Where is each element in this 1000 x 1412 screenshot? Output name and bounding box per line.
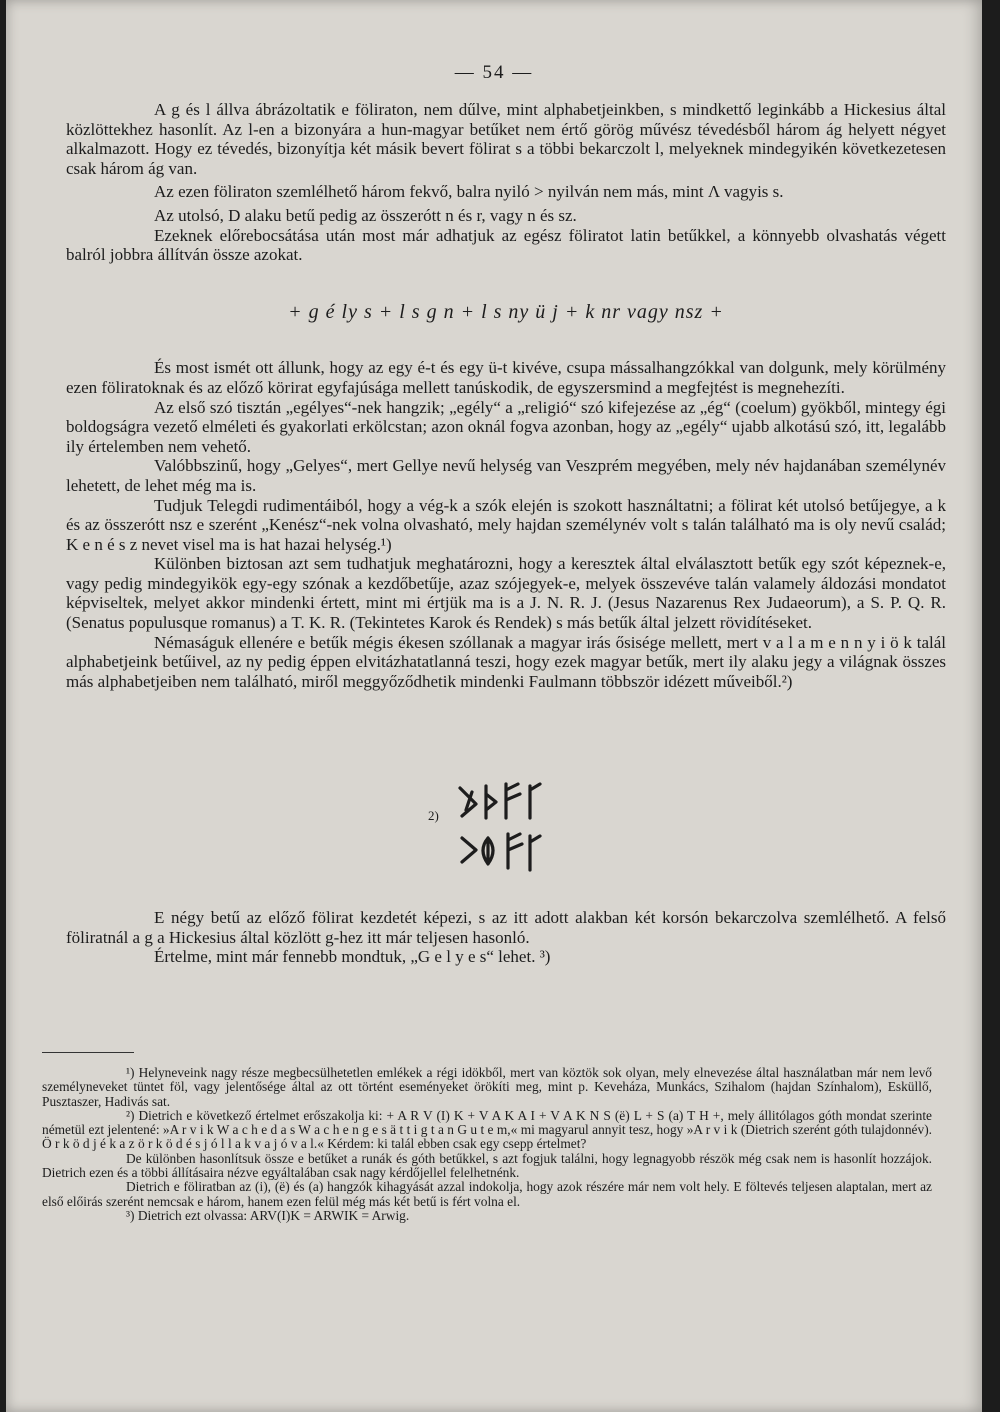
footnote-2-cont: De különben hasonlítsuk össze e betűket a runák és góth betűkkel, s azt fogjuk találni, hogy legnagyobb részök még csak nem is hasonlít hozzájok. Dietrich ezen és a többi állításaira nézve egyáltalában csak nagy kérdőjellel felelhetnénk. [42,1150,932,1181]
footnote-1: ¹) Helyneveink nagy része megbecsülhetetlen emlékek a régi idökből, mert van köztök sok olyan, mely elnevezése által használatban már nem levő személyneveket tüntet föl, vagy jelentősége által az ott történt eseményeket örökíti meg, mint p. Keveháza, Munkács, Szihalom (hajdan Színhalom), Esküllő, Pusztaszer, Hadivás sat. [42,1065,932,1109]
paragraph-7: Valóbbszinű, hogy „Gelyes“, mert Gellye nevű helység van Veszprém megyében, mely név hajdanában személynév lehetett, de lehet még ma is. [66,456,946,495]
paragraph-11: E négy betű az előző fölirat kezdetét képezi, s az itt adott alakban két korsón bekarczolva szemlélhető. A felső föliratnál a g a Hickesius által közlött g-hez itt már teljesen hasonló. [66,908,946,947]
page-number: — 54 — [454,62,534,83]
footnotes [42,1066,932,1223]
paragraph-6: Az első szó tisztán „egélyes“-nek hangzik; „egély“ a „religió“ szó kifejezése az „ég“ (coelum) gyökből, mintegy égi boldogságra vezető elméleti és gyakorlati erkölcstan; azon oknál fogva azonban, hogy az „egély“ ujabb alkotású szó, itt, legalább ily értelemben nem vehető. [66,397,946,456]
footnote-2-cont-b: Dietrich e föliratban az (i), (ë) és (a) hangzók kihagyását azzal indokolja, hogy azok részére már nem volt hely. E föltevés teljesen alaptalan, mert az első előirás szerént nemcsak e három, hanem ezen felül még más két betű is fért volna el. [42,1179,932,1209]
paragraph-5: És most ismét ott állunk, hogy az egy é-t és egy ü-t kivéve, csupa mássalhangzókkal van dolgunk, mely körülmény ezen föliratoknak és az előző körirat egyfajúsága mellett tanúskodik, de egyszersmind a megfejtést is megnehezíti. [66,358,946,397]
footnote-2: ²) Dietrich e következő értelmet erőszakolja ki: + A R V (I) K + V A K A I + V A K N S (ë) L + S (a) T H +, mely állitólagos góth mondat szerinte németül ezt jelentené: »A r v i k W a c h e d a s W a c h e n g e s ä t t i g t a n G u t e m,« mi magyarul annyit tesz, hogy »A r v i k (Dietrich szerént góth tulajdonnév). Ö r k ö d j é k a z ö r k ö d é s j ó l l a k v a j ó v a l.« Kérdem: ki talál ebben csak egy csepp értelmet? [42,1107,932,1152]
footnote-3: ³) Dietrich ezt olvassa: ARV(I)K = ARWIK = Arwig. [126,1207,410,1223]
inscription-figure [426,770,576,880]
paragraph-4: Ezeknek előrebocsátása után most már adhatjuk az egész föliratot latin betűkkel, a könnyebb olvashatás végett balról jobbra állítván össze azokat. [66,225,946,265]
paragraph-8: Tudjuk Telegdi rudimentáiból, hogy a vég-k a szók elején is szokott használtatni; a fölirat két utolsó betűjegye, a k és az összerótt nsz e szerént „Kenész“-nek volna olvasható, mely hajdan személynév volt s talán található ma is oly nevű család; K e n é s z nevet visel ma is hat hazai helység.¹) [66,495,946,554]
document-page [6,0,982,1412]
paragraph-9: Különben biztosan azt sem tudhatjuk meghatározni, hogy a keresztek által elválasztott betűk egy szót képeznek-e, vagy pedig mindegyikök egy-egy szónak a kezdőbetűje, azaz szójegyek-e, melyek összevéve talán valamely áldozási mondatot képviseltek, melyet akkor mindenki értett, mint mi értjük ma is a J. N. R. J. (Jesus Nazarenus Rex Judaeorum), a S. P. Q. R. (Senatus populusque romanus) a T. K. R. (Tekintetes Karok és Rendek) s más betűk által jelzett rövidítéseket. [66,554,946,633]
paragraph-2: Az ezen föliraton szemlélhető három fekvő, balra nyiló > nyilván nem más, mint Λ vagyis s. [154,182,784,202]
paragraph-12: Értelme, mint már fennebb mondtuk, „G e l y e s“ lehet. ³) [154,947,551,967]
paragraph-3: Az utolsó, D alaku betű pedig az összerótt n és r, vagy n és sz. [154,205,577,225]
footnote-divider [42,1052,134,1053]
main-text-block [66,100,946,691]
secondary-text-block [66,908,946,967]
figure-label: 2) [428,808,439,823]
paragraph-1: A g és l állva ábrázoltatik e föliraton, nem dűlve, mint alphabetjeinkben, s mindkettő leginkább a Hickesius által közlöttekhez hasonlít. Az l-en a bizonyára a hun-magyar betűket nem értő görög művész tévedésből három ág helyett négyet alkalmazott. Hogy ez tévedés, bizonyítja két másik bevert fölirat s a többi bekarczolt l, melyeknek mindegyikén következetesen csak három ág van. [66,100,946,178]
paragraph-10: Némaságuk ellenére e betűk mégis ékesen szóllanak a magyar irás ősisége mellett, mert v a l a m e n n y i ö k talál alphabetjeink betűivel, az ny pedig éppen elvitázhatatlanná teszi, hogy ezek magyar betűk, mert ily alaku jegy a világnak összes más alphabetjeiben nem található, miről meggyőződhetik mindenki Faulmann többször idézett műveiből.²) [66,632,946,691]
transliterated-inscription: + g é ly s + l s g n + l s ny ü j + k nr vagy nsz + [288,300,724,323]
